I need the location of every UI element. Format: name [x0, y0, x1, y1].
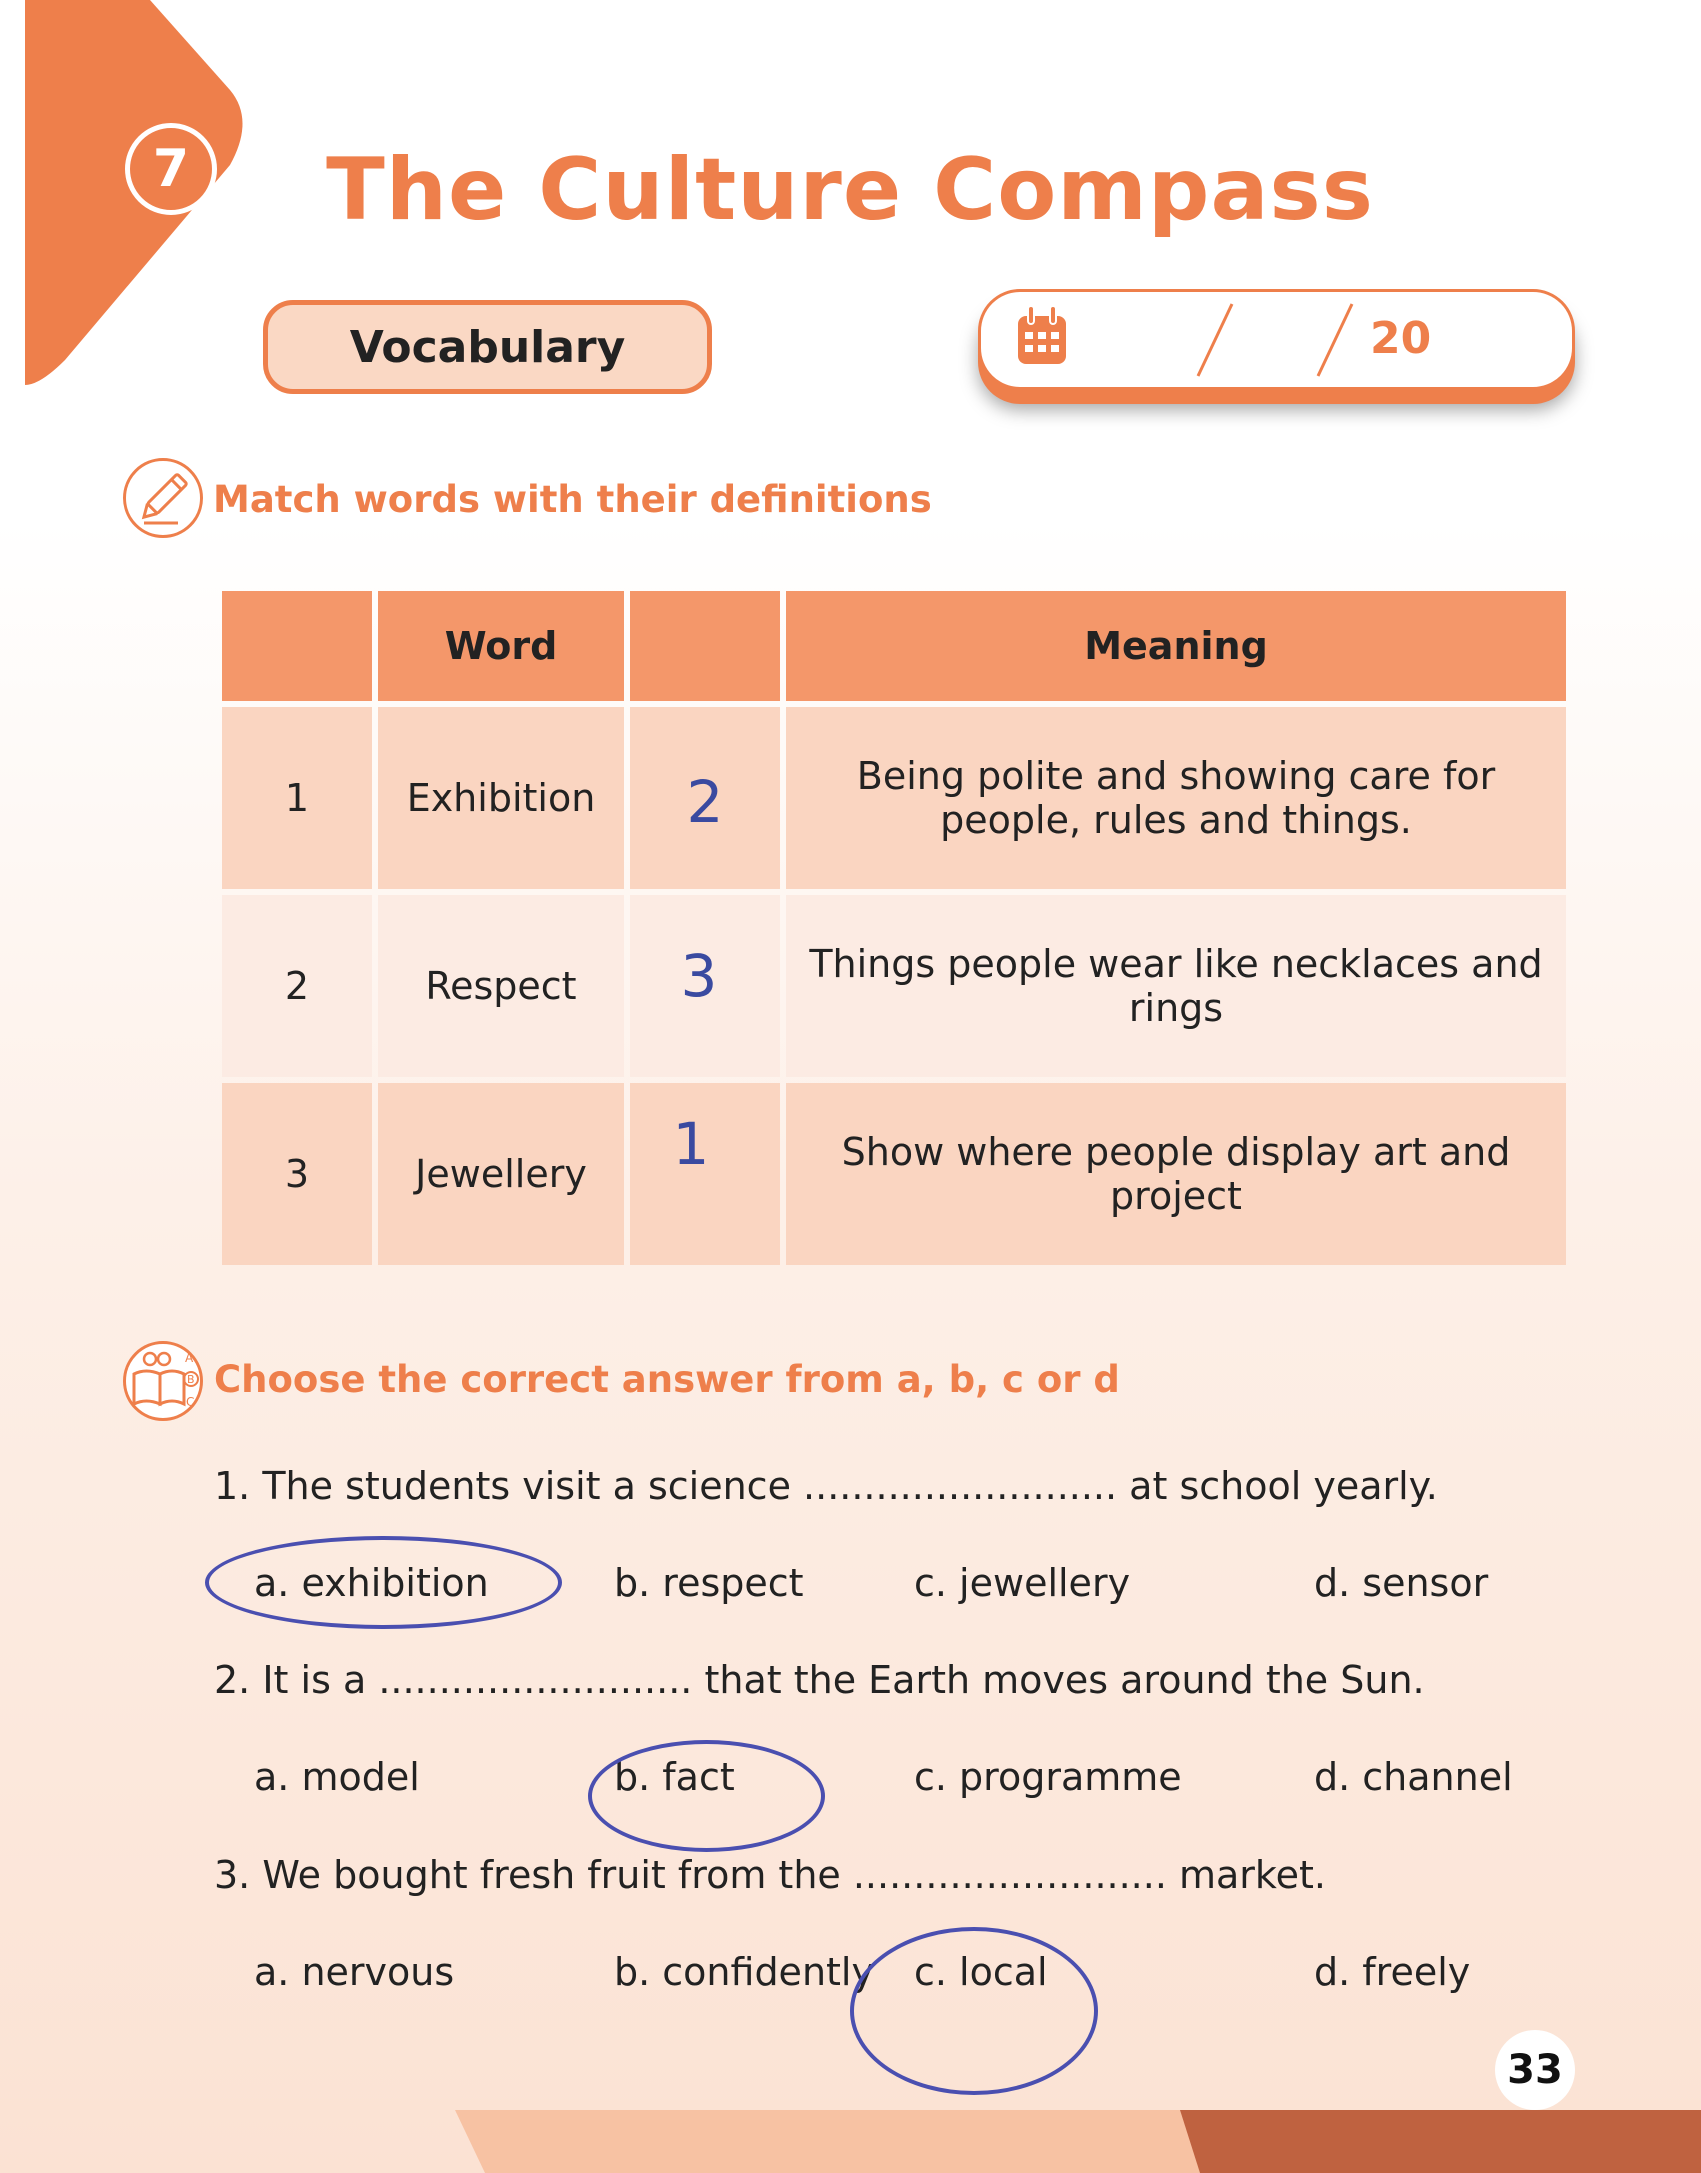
- header-num: [222, 591, 372, 701]
- question-text: 3. We bought fresh fruit from the .......................... market.: [214, 1853, 1326, 1897]
- handwritten-answer: 1: [672, 1110, 710, 1178]
- row-word: Respect: [378, 895, 624, 1077]
- row-meaning: Being polite and showing care for people, rules and things.: [786, 707, 1566, 889]
- row-meaning: Show where people display art and project: [786, 1083, 1566, 1265]
- option-b[interactable]: b. fact: [614, 1755, 735, 1799]
- page-title: The Culture Compass: [326, 140, 1374, 240]
- option-c[interactable]: c. jewellery: [914, 1561, 1131, 1605]
- option-d[interactable]: d. sensor: [1314, 1561, 1489, 1605]
- option-a[interactable]: a. exhibition: [254, 1561, 489, 1605]
- footer-band: [0, 2110, 1701, 2173]
- match-table: [216, 585, 1572, 1271]
- section-instruction: Match words with their definitions: [213, 478, 932, 521]
- table-row: [222, 707, 1566, 889]
- option-c[interactable]: c. programme: [914, 1755, 1182, 1799]
- book-abc-icon: [123, 1341, 203, 1421]
- question-text: 2. It is a .......................... that the Earth moves around the Sun.: [214, 1658, 1425, 1702]
- option-d[interactable]: d. freely: [1314, 1950, 1471, 1994]
- page-number: 33: [1495, 2030, 1575, 2110]
- answer-circle: [588, 1740, 825, 1852]
- handwritten-answer: 2: [686, 768, 724, 836]
- pencil-icon: [123, 458, 203, 538]
- svg-text:C: C: [186, 1395, 195, 1409]
- answer-cell[interactable]: [630, 895, 780, 1077]
- row-number: 2: [222, 895, 372, 1077]
- option-b[interactable]: b. confidently: [614, 1950, 874, 1994]
- row-meaning: Things people wear like necklaces and rings: [786, 895, 1566, 1077]
- question-text: 1. The students visit a science .......................... at school yearly.: [214, 1464, 1438, 1508]
- handwritten-answer: 3: [680, 942, 718, 1010]
- section-instruction: Choose the correct answer from a, b, c or d: [214, 1358, 1120, 1401]
- row-number: 3: [222, 1083, 372, 1265]
- option-c[interactable]: c. local: [914, 1950, 1048, 1994]
- header-meaning: Meaning: [786, 591, 1566, 701]
- calendar-icon: [1016, 304, 1068, 368]
- lesson-number: 7: [125, 123, 217, 215]
- answer-cell[interactable]: [630, 1083, 780, 1265]
- header-answer: [630, 591, 780, 701]
- answer-cell[interactable]: [630, 707, 780, 889]
- row-word: Exhibition: [378, 707, 624, 889]
- header-word: Word: [378, 591, 624, 701]
- table-row: [222, 1083, 1566, 1265]
- option-a[interactable]: a. model: [254, 1755, 420, 1799]
- corner-decoration: [0, 0, 260, 390]
- svg-text:A: A: [185, 1351, 194, 1365]
- row-word: Jewellery: [378, 1083, 624, 1265]
- date-separator: [1190, 300, 1240, 380]
- table-row: [222, 895, 1566, 1077]
- svg-text:B: B: [187, 1373, 195, 1386]
- row-number: 1: [222, 707, 372, 889]
- option-a[interactable]: a. nervous: [254, 1950, 455, 1994]
- option-b[interactable]: b. respect: [614, 1561, 804, 1605]
- answer-circle: [850, 1927, 1098, 2095]
- option-d[interactable]: d. channel: [1314, 1755, 1513, 1799]
- date-separator: [1310, 300, 1360, 380]
- table-header: [222, 591, 1566, 701]
- section-label: Vocabulary: [263, 300, 712, 394]
- answer-circle: [205, 1536, 562, 1629]
- date-total: 20: [1370, 313, 1432, 364]
